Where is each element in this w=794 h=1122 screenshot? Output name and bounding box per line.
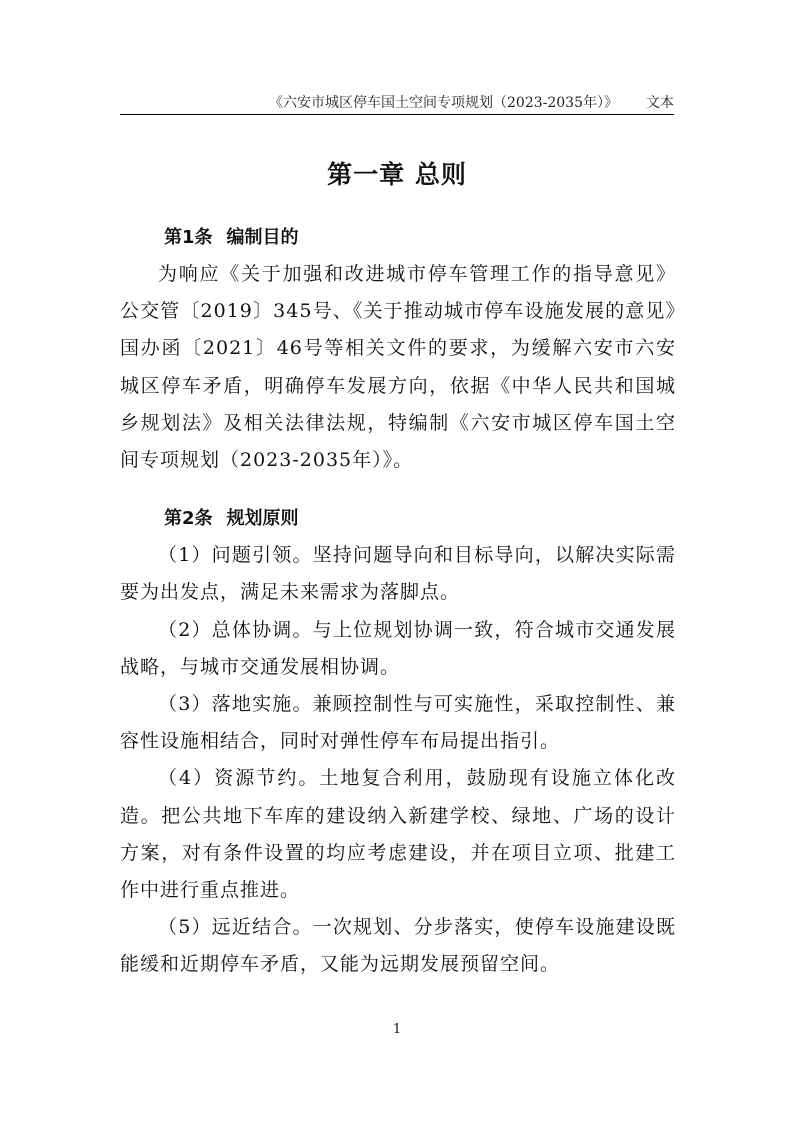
page-header xyxy=(120,88,674,115)
paragraph: 为响应《关于加强和改进城市停车管理工作的指导意见》公交管〔2019〕345号、《关于推动城市停车设施发展的意见》国办函〔2021〕46号等相关文件的要求，为缓解六安市六安城区停车矛盾，明确停车发展方向，依据《中华人民共和国城乡规划法》及相关法律法规，特编制《六安市城区停车国土空间专项规划（2023-2035年）》。 xyxy=(120,263,676,472)
article-1 xyxy=(120,220,676,479)
paragraph: （1）问题引领。坚持问题导向和目标导向，以解决实际需要为出发点，满足未来需求为落脚点。 xyxy=(120,544,676,604)
paragraph: （5）远近结合。一次规划、分步落实，使停车设施建设既能缓和近期停车矛盾，又能为远期发展预留空间。 xyxy=(120,916,676,976)
paragraph: （4）资源节约。土地复合利用，鼓励现有设施立体化改造。把公共地下车库的建设纳入新建学校、绿地、广场的设计方案，对有条件设置的均应考虑建设，并在项目立项、批建工作中进行重点推进。 xyxy=(120,767,676,902)
article-heading xyxy=(120,220,676,256)
paragraph: （3）落地实施。兼顾控制性与可实施性，采取控制性、兼容性设施相结合，同时对弹性停车布局提出指引。 xyxy=(120,693,676,753)
paragraph: （2）总体协调。与上位规划协调一致，符合城市交通发展战略，与城市交通发展相协调。 xyxy=(120,618,676,678)
page-number: 1 xyxy=(392,1022,402,1037)
article-2 xyxy=(120,501,676,983)
article-title: 编制目的 xyxy=(226,227,299,248)
document-body xyxy=(120,220,676,984)
document-title: 《六安市城区停车国土空间专项规划（2023-2035年）》 xyxy=(269,95,618,111)
article-heading xyxy=(120,501,676,537)
document-type-label: 文本 xyxy=(646,95,674,111)
article-title: 规划原则 xyxy=(226,508,299,530)
article-number: 第2条 xyxy=(164,508,213,530)
chapter-title: 第一章 总则 xyxy=(327,160,467,189)
article-number: 第1条 xyxy=(164,227,213,248)
